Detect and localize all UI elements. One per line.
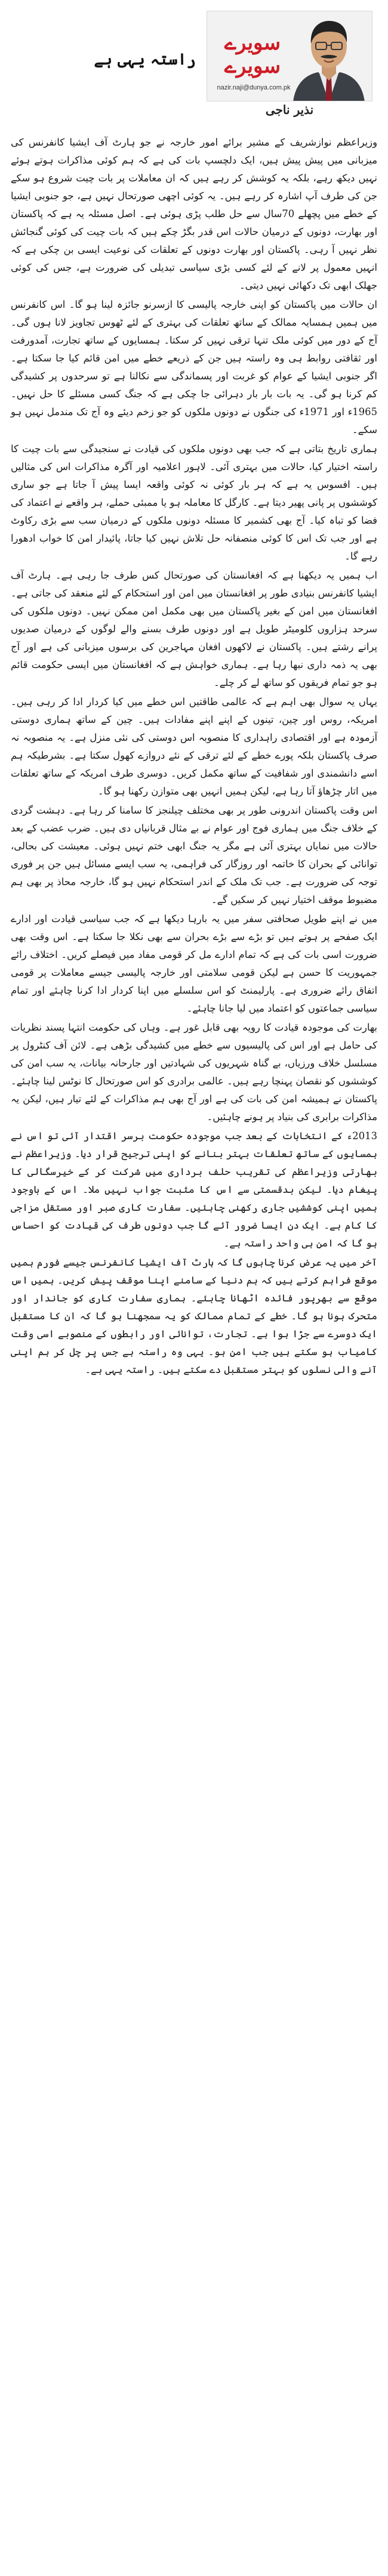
article-paragraph: اب ہمیں یہ دیکھنا ہے کہ افغانستان کی صورتحال کس طرف جا رہی ہے۔ ہارٹ آف ایشیا کانفرنس بنیادی طور پر افغانستان میں امن اور استحکام کے لئے منعقد کی جاتی ہے۔ افغانستان میں امن کے بغیر پاکستان میں بھی مکمل امن ممکن نہیں۔ دونوں ملکوں کی سرحد ہزاروں کلومیٹر طویل ہے اور دونوں طرف بسنے والے لوگوں کے درمیان صدیوں پرانے رشتے ہیں۔ پاکستان نے لاکھوں افغان مہاجرین کی برسوں میزبانی کی ہے اور آج بھی یہ ذمہ داری نبھا رہا ہے۔ ہماری خواہش ہے کہ افغانستان میں ایسی حکومت قائم ہو جو تمام فریقوں کو ساتھ لے کر چلے۔ bbox=[11, 570, 377, 688]
article-paragraph: بھارت کی موجودہ قیادت کا رویہ بھی قابل غور ہے۔ وہاں کی حکومت انتہا پسند نظریات کی حامل ہے اور اس کی پالیسیوں سے خطے میں کشیدگی بڑھی ہے۔ لائن آف کنٹرول پر مسلسل خلاف ورزیاں، بے گناہ شہریوں کی شہادتیں اور جارحانہ بیانات، یہ سب امن کی کوششوں کو نقصان پہنچا رہے ہیں۔ عالمی برادری کو اس صورتحال کا نوٹس لینا چاہئے۔ پاکستان نے ہمیشہ امن کی بات کی ہے اور آج بھی ہم مذاکرات کے لئے تیار ہیں، لیکن یہ مذاکرات برابری کی بنیاد پر ہونے چاہئیں۔ bbox=[11, 1022, 377, 1122]
author-name: نذیر ناجی bbox=[265, 103, 314, 117]
column-title bbox=[217, 32, 288, 78]
article-paragraph: وزیراعظم نوازشریف کے مشیر برائے امور خارجہ نے جو ہارٹ آف ایشیا کانفرنس کی میزبانی میں پیش پیش ہیں، ایک دلچسپ بات کی ہے کہ ہم کوئی مذاکرات ہوتے ہوئے نہیں دیکھ رہے، بلکہ یہ کوشش کر رہے ہیں کہ ان معاملات پر بات چیت شروع ہو سکے جن کی طرف آپ اشارہ کر رہے ہیں۔ یہ کوئی اچھی صورتحال نہیں ہے، جو جنوبی ایشیا کے خطے میں پچھلے 70سال سے حل طلب پڑی ہوئی ہے۔ اصل مسئلہ یہ ہے کہ پاکستان اور بھارت، دونوں کے درمیان حالات اس قدر بگڑ چکے ہیں کہ بات چیت کی کوئی گنجائش نظر نہیں آ رہی۔ پاکستان اور بھارت دونوں کے تعلقات کی نوعیت ایسی بن چکی ہے کہ انہیں معمول پر لانے کے لئے کسی بڑی سیاسی تبدیلی کی ضرورت ہے، جس کی کوئی جھلک ابھی تک دکھائی نہیں دیتی۔ bbox=[11, 137, 377, 291]
column-title-line2: سویرے bbox=[224, 54, 281, 79]
author-email: nazir.naji@dunya.com.pk bbox=[217, 84, 291, 91]
article-headline: راستہ یہی ہے bbox=[94, 51, 196, 69]
article-paragraph: 2013ء کے انتخابات کے بعد جب موجودہ حکومت برسر اقتدار آئی تو اس نے ہمسایوں کے ساتھ تعلقات بہتر بنانے کو اپنی ترجیح قرار دیا۔ وزیراعظم نے بھارتی وزیراعظم کی تقریب حلف برداری میں شرکت کر کے خیرسگالی کا پیغام دیا۔ لیکن بدقسمتی سے اس کا مثبت جواب نہیں ملا۔ اس کے باوجود ہمیں اپنی کوششیں جاری رکھنی چاہئیں۔ سفارت کاری صبر اور مستقل مزاجی کا کام ہے۔ ایک دن ایسا ضرور آئے گا جب دونوں طرف کی قیادت کو احساس ہو گا کہ امن ہی واحد راستہ ہے۔ bbox=[11, 1130, 377, 1249]
author-box bbox=[207, 11, 372, 125]
article-paragraph: یہاں یہ سوال بھی اہم ہے کہ عالمی طاقتیں اس خطے میں کیا کردار ادا کر رہی ہیں۔ امریکہ، روس اور چین، تینوں کے اپنے اپنے مفادات ہیں۔ چین کے ساتھ ہماری دوستی آزمودہ ہے اور اقتصادی راہداری کا منصوبہ اس دوستی کی نئی منزل ہے۔ یہ منصوبہ نہ صرف پاکستان بلکہ پورے خطے کے لئے ترقی کے نئے دروازے کھول سکتا ہے۔ بشرطیکہ ہم اسے دانشمندی اور شفافیت کے ساتھ مکمل کریں۔ دوسری طرف امریکہ کے ساتھ تعلقات میں اتار چڑھاؤ آتا رہا ہے، لیکن ہمیں انہیں بھی متوازن رکھنا ہو گا۔ bbox=[11, 696, 377, 797]
article-paragraph: میں نے اپنے طویل صحافتی سفر میں یہ بارہا دیکھا ہے کہ جب سیاسی قیادت اور ادارے ایک صفحے پر ہوتے ہیں تو بڑے سے بڑے بحران سے بھی نکلا جا سکتا ہے۔ اس وقت بھی ضرورت اسی بات کی ہے کہ تمام ادارے مل کر قومی مفاد میں فیصلے کریں۔ اختلاف رائے جمہوریت کا حسن ہے لیکن قومی سلامتی اور خارجہ پالیسی جیسے معاملات پر قومی اتفاق رائے ضروری ہے۔ پارلیمنٹ کو اس سلسلے میں اپنا کردار ادا کرنا چاہئے اور تمام سیاسی جماعتوں کو اعتماد میں لیا جانا چاہئے۔ bbox=[11, 913, 377, 1014]
article-header bbox=[11, 11, 377, 130]
column-banner bbox=[207, 11, 372, 101]
author-portrait-icon bbox=[292, 15, 366, 101]
column-title-line1: سویرے bbox=[224, 31, 281, 55]
article-paragraph: اس وقت پاکستان اندرونی طور پر بھی مختلف چیلنجز کا سامنا کر رہا ہے۔ دہشت گردی کے خلاف جنگ میں ہماری فوج اور عوام نے بے مثال قربانیاں دی ہیں۔ ضرب عضب کے بعد حالات میں نمایاں بہتری آئی ہے مگر یہ جنگ ابھی ختم نہیں ہوئی۔ معیشت کی بحالی، توانائی کے بحران کا خاتمہ اور روزگار کی فراہمی، یہ سب ایسے مسائل ہیں جن پر فوری توجہ کی ضرورت ہے۔ جب تک ملک کے اندر استحکام نہیں ہو گا، خارجہ محاذ پر بھی ہم مضبوط موقف اختیار نہیں کر سکیں گے۔ bbox=[11, 805, 377, 905]
article-body bbox=[11, 134, 377, 1379]
article-paragraph: ہماری تاریخ بتاتی ہے کہ جب بھی دونوں ملکوں کی قیادت نے سنجیدگی سے بات چیت کا راستہ اختیار کیا، حالات میں بہتری آئی۔ لاہور اعلامیہ اور آگرہ مذاکرات اس کی مثالیں ہیں۔ افسوس یہ ہے کہ ہر بار کوئی نہ کوئی واقعہ ایسا پیش آ جاتا ہے جو ساری کوششوں پر پانی پھیر دیتا ہے۔ کارگل کا معاملہ ہو یا ممبئی حملے، ہر واقعے نے اعتماد کی فضا کو تباہ کیا۔ آج بھی کشمیر کا مسئلہ دونوں ملکوں کے درمیان سب سے بڑی رکاوٹ ہے اور جب تک اس کا کوئی منصفانہ حل تلاش نہیں کیا جاتا، پائیدار امن کا خواب ادھورا رہے گا۔ bbox=[11, 443, 377, 562]
article-paragraph: آخر میں یہ عرض کرنا چاہوں گا کہ ہارٹ آف ایشیا کانفرنس جیسے فورم ہمیں موقع فراہم کرتے ہیں کہ ہم دنیا کے سامنے اپنا موقف پیش کریں۔ ہمیں اس موقع سے بھرپور فائدہ اٹھانا چاہئے۔ ہماری سفارت کاری کو جاندار اور متحرک ہونا ہو گا۔ خطے کے تمام ممالک کو یہ سمجھنا ہو گا کہ ان کا مستقبل ایک دوسرے سے جڑا ہوا ہے۔ تجارت، توانائی اور رابطوں کے منصوبے اسی وقت کامیاب ہو سکتے ہیں جب امن ہو۔ یہی وہ راستہ ہے جس پر چل کر ہم اپنی آنے والی نسلوں کو بہتر مستقبل دے سکتے ہیں۔ راستہ یہی ہے۔ bbox=[11, 1257, 377, 1375]
article-paragraph: ان حالات میں پاکستان کو اپنی خارجہ پالیسی کا ازسرنو جائزہ لینا ہو گا۔ اس کانفرنس میں ہمیں ہمسایہ ممالک کے ساتھ تعلقات کی بہتری کے لئے ٹھوس تجاویز لانا ہوں گی۔ آج کے دور میں کوئی ملک تنہا ترقی نہیں کر سکتا۔ ہمسایوں کے ساتھ تجارت، آمدورفت اور ثقافتی روابط ہی وہ راستہ ہیں جن کے ذریعے خطے میں امن قائم کیا جا سکتا ہے۔ اگر جنوبی ایشیا کے عوام کو غربت اور پسماندگی سے نکالنا ہے تو سرحدوں پر کشیدگی کم کرنا ہو گی۔ یہ بات بار بار دہرائی جا چکی ہے کہ جنگ کسی مسئلے کا حل نہیں۔ 1965ء اور 1971ء کی جنگوں نے دونوں ملکوں کو جو زخم دیئے وہ آج تک مندمل نہیں ہو سکے۔ bbox=[11, 299, 378, 435]
